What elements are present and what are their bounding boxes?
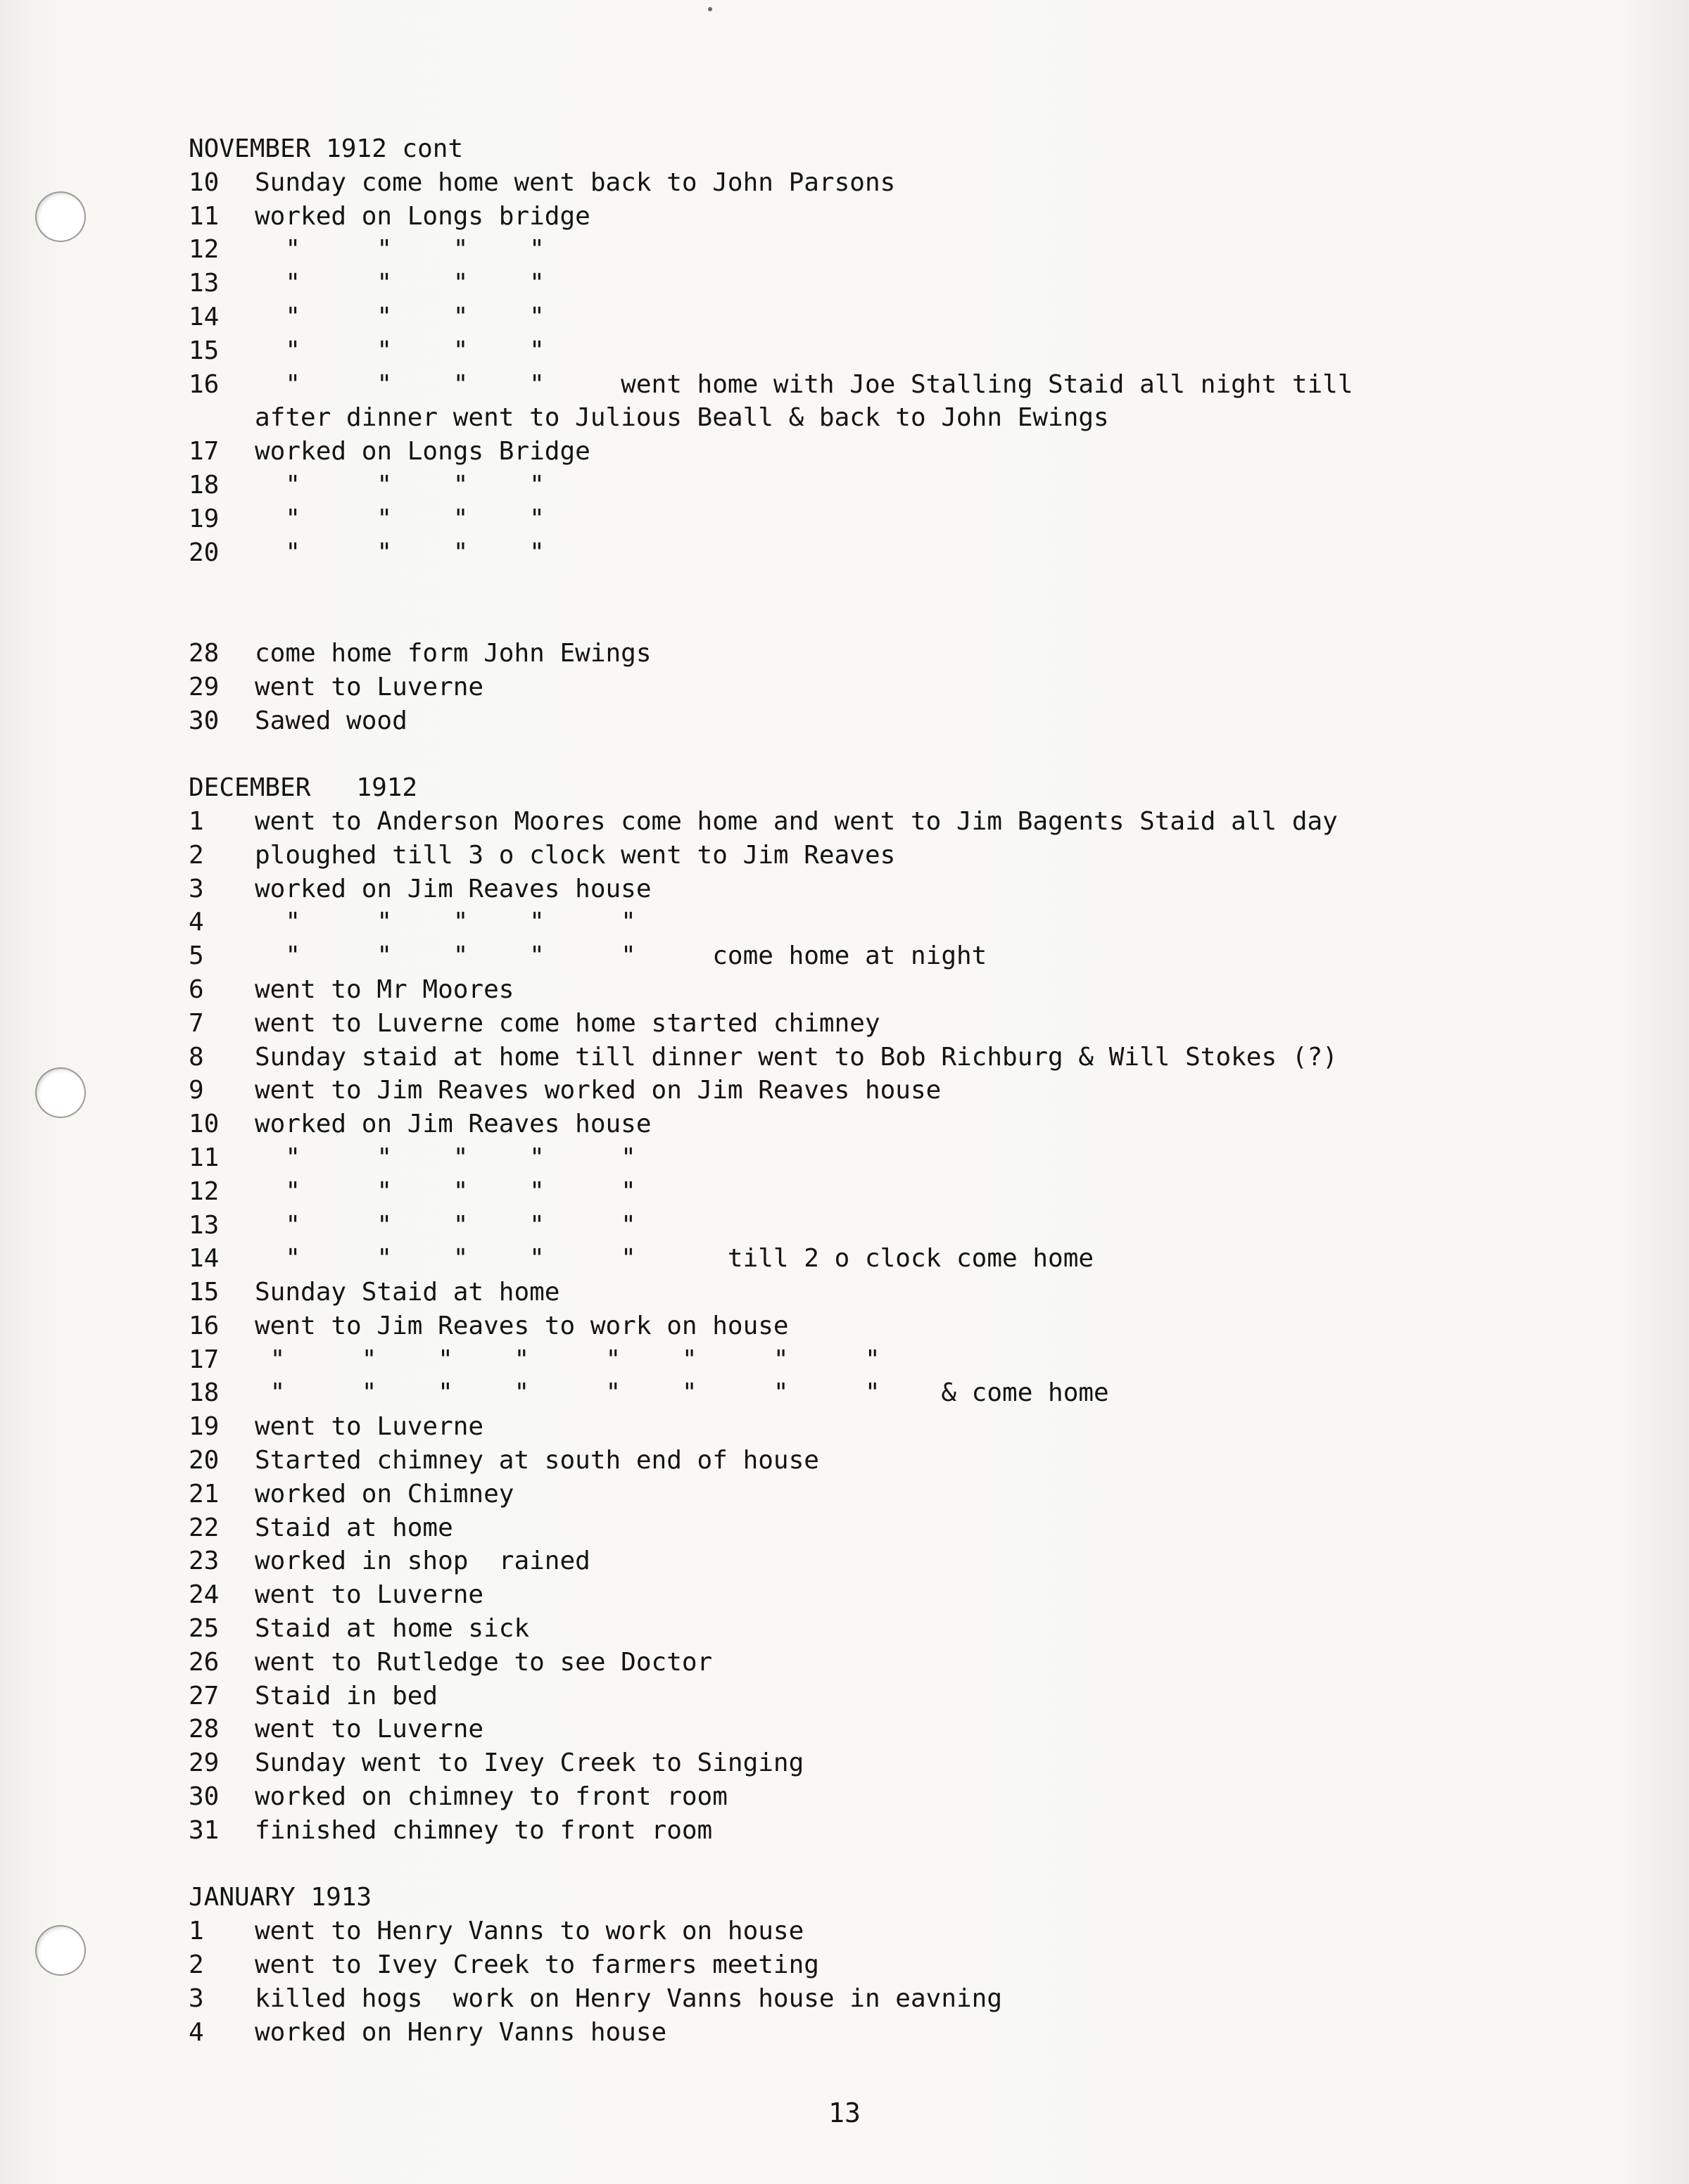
entry-text: went to Luverne: [255, 1715, 484, 1744]
day-number: 6: [189, 974, 204, 1004]
diary-entry: [189, 1410, 1455, 1444]
diary-entry: [189, 1646, 1455, 1680]
day-number: 29: [189, 1748, 220, 1778]
diary-entry: [189, 267, 1455, 300]
day-number: 17: [189, 1345, 220, 1374]
diary-entry: [189, 671, 1455, 704]
diary-entry: [189, 334, 1455, 368]
diary-entry: [189, 1343, 1455, 1377]
diary-entry: [189, 1511, 1455, 1545]
entry-text: " " " " ": [255, 1143, 636, 1172]
day-number: 3: [189, 1983, 204, 2013]
diary-entry: [189, 1746, 1455, 1780]
day-number: 13: [189, 1210, 220, 1240]
day-number: 8: [189, 1042, 204, 1072]
entry-text: " " " " " come home at night: [255, 941, 987, 971]
section-heading-january: JANUARY 1913: [189, 1883, 372, 1912]
day-number: 30: [189, 706, 220, 735]
day-number: 20: [189, 538, 220, 567]
day-number: 7: [189, 1008, 204, 1038]
entry-text: worked on Jim Reaves house: [255, 874, 652, 903]
diary-entry: [189, 704, 1455, 738]
entry-text: Sunday come home went back to John Parsons: [255, 167, 896, 197]
day-number: 11: [189, 1143, 220, 1172]
diary-entry: [189, 839, 1455, 872]
diary-entry: [189, 872, 1455, 906]
day-number: 16: [189, 369, 220, 399]
diary-entry: [189, 1209, 1455, 1243]
entry-text: " " " " went home with Joe Stalling Staid all night till: [255, 369, 1353, 399]
binder-hole-bottom: [35, 1925, 86, 1976]
diary-entry: [189, 939, 1455, 973]
entry-text: went to Luverne: [255, 672, 484, 701]
diary-entry: [189, 805, 1455, 839]
entry-text: went to Henry Vanns to work on house: [255, 1917, 804, 1946]
entry-text: went to Jim Reaves worked on Jim Reaves house: [255, 1076, 942, 1105]
diary-entry: [189, 1007, 1455, 1041]
page-number: 13: [828, 2097, 861, 2128]
diary-entry: [189, 1948, 1455, 1982]
day-number: 16: [189, 1311, 220, 1340]
november-late-entries: [189, 637, 1455, 737]
entry-text: worked on chimney to front room: [255, 1782, 728, 1812]
day-number: 28: [189, 1715, 220, 1744]
entry-text: worked in shop rained: [255, 1547, 590, 1576]
section-heading-november: NOVEMBER 1912 cont: [189, 134, 464, 163]
day-number: 1: [189, 806, 204, 836]
day-number: 27: [189, 1681, 220, 1710]
entry-text: went to Mr Moores: [255, 974, 514, 1004]
diary-entry: [189, 1141, 1455, 1175]
day-number: 19: [189, 1412, 220, 1442]
binder-hole-middle: [35, 1067, 86, 1118]
day-number: 18: [189, 1378, 220, 1408]
diary-entry: [189, 1578, 1455, 1612]
diary-entry: [189, 1376, 1455, 1410]
day-number: 28: [189, 638, 220, 668]
entry-text: " " " " " till 2 o clock come home: [255, 1244, 1094, 1274]
diary-entry: [189, 435, 1455, 469]
entry-text: went to Luverne: [255, 1412, 484, 1442]
diary-entry: [189, 1276, 1455, 1309]
diary-entry: [189, 200, 1455, 234]
entry-text: Sunday staid at home till dinner went to Bob Richburg & Will Stokes (?): [255, 1042, 1338, 1072]
diary-entry: [189, 906, 1455, 939]
entry-text: " " " " ": [255, 908, 636, 937]
entry-text: after dinner went to Julious Beall & back to John Ewings: [255, 403, 1109, 433]
january-entries: [189, 1915, 1455, 2049]
entry-gap: [189, 569, 1455, 637]
diary-entry: [189, 1544, 1455, 1578]
day-number: 19: [189, 504, 220, 533]
diary-entry: [189, 1915, 1455, 1948]
day-number: 3: [189, 874, 204, 903]
day-number: 29: [189, 672, 220, 701]
section-gap: [189, 1848, 1455, 1881]
diary-entry: [189, 233, 1455, 267]
day-number: 31: [189, 1815, 220, 1845]
diary-entry: [189, 1242, 1455, 1276]
binder-hole-top: [35, 191, 86, 242]
entry-text: killed hogs work on Henry Vanns house in eavning: [255, 1983, 1003, 2013]
diary-entry: [189, 1444, 1455, 1478]
day-number: 14: [189, 1244, 220, 1274]
entry-text: " " " ": [255, 302, 545, 331]
entry-text: " " " ": [255, 336, 545, 365]
section-gap: [189, 737, 1455, 771]
diary-entry: [189, 1612, 1455, 1646]
diary-entry: [189, 300, 1455, 334]
day-number: 14: [189, 302, 220, 331]
diary-entry: [189, 536, 1455, 570]
entry-text: come home form John Ewings: [255, 638, 652, 668]
diary-entry: [189, 368, 1455, 402]
day-number: 22: [189, 1513, 220, 1542]
entry-text: went to Ivey Creek to farmers meeting: [255, 1950, 819, 1980]
entry-text: " " " ": [255, 235, 545, 265]
day-number: 4: [189, 2017, 204, 2047]
entry-text: went to Anderson Moores come home and went to Jim Bagents Staid all day: [255, 806, 1338, 836]
entry-text: " " " " " " " " & come home: [255, 1378, 1109, 1408]
diary-entry: [189, 1309, 1455, 1343]
entry-text: worked on Henry Vanns house: [255, 2017, 667, 2047]
entry-text: went to Rutledge to see Doctor: [255, 1647, 713, 1677]
diary-entry: [189, 1478, 1455, 1511]
day-number: 18: [189, 470, 220, 500]
diary-entry: [189, 1713, 1455, 1746]
day-number: 12: [189, 235, 220, 265]
entry-text: " " " " ": [255, 1210, 636, 1240]
day-number: 10: [189, 167, 220, 197]
day-number: 9: [189, 1076, 204, 1105]
december-entries: [189, 805, 1455, 1848]
diary-entry: [189, 1041, 1455, 1074]
diary-entry: [189, 1814, 1455, 1848]
diary-entry: [189, 973, 1455, 1007]
day-number: 2: [189, 840, 204, 870]
diary-entry: [189, 637, 1455, 671]
diary-entry: [189, 1107, 1455, 1141]
entry-text: " " " ": [255, 470, 545, 500]
day-number: 11: [189, 201, 220, 231]
day-number: 25: [189, 1614, 220, 1644]
entry-text: went to Luverne: [255, 1580, 484, 1610]
day-number: 15: [189, 336, 220, 365]
diary-entry-continuation: [189, 401, 1455, 435]
day-number: 30: [189, 1782, 220, 1812]
entry-text: Sunday went to Ivey Creek to Singing: [255, 1748, 804, 1778]
day-number: 2: [189, 1950, 204, 1980]
day-number: 23: [189, 1547, 220, 1576]
day-number: 13: [189, 269, 220, 298]
entry-text: Staid at home: [255, 1513, 453, 1542]
entry-text: Started chimney at south end of house: [255, 1446, 819, 1475]
day-number: 21: [189, 1479, 220, 1509]
day-number: 26: [189, 1647, 220, 1677]
entry-text: Staid at home sick: [255, 1614, 530, 1644]
november-entries: [189, 166, 1455, 570]
day-number: 15: [189, 1278, 220, 1307]
diary-entry: [189, 502, 1455, 536]
entry-text: " " " ": [255, 269, 545, 298]
entry-text: Staid in bed: [255, 1681, 438, 1710]
entry-text: worked on Jim Reaves house: [255, 1110, 652, 1139]
entry-text: went to Jim Reaves to work on house: [255, 1311, 789, 1340]
entry-text: worked on Chimney: [255, 1479, 514, 1509]
day-number: 24: [189, 1580, 220, 1610]
diary-entry: [189, 1982, 1455, 2016]
day-number: 10: [189, 1110, 220, 1139]
entry-text: " " " ": [255, 538, 545, 567]
entry-text: " " " " ": [255, 1176, 636, 1206]
section-heading-december: DECEMBER 1912: [189, 773, 418, 803]
entry-text: worked on Longs Bridge: [255, 437, 590, 466]
day-number: 4: [189, 908, 204, 937]
entry-text: finished chimney to front room: [255, 1815, 713, 1845]
entry-text: Sawed wood: [255, 706, 407, 735]
entry-text: Sunday Staid at home: [255, 1278, 560, 1307]
day-number: 17: [189, 437, 220, 466]
diary-content: [189, 132, 1455, 2049]
day-number: 20: [189, 1446, 220, 1475]
entry-text: " " " ": [255, 504, 545, 533]
diary-entry: [189, 469, 1455, 502]
entry-text: went to Luverne come home started chimney: [255, 1008, 880, 1038]
day-number: 12: [189, 1176, 220, 1206]
diary-entry: [189, 1074, 1455, 1107]
diary-entry: [189, 166, 1455, 200]
diary-entry: [189, 1680, 1455, 1713]
entry-text: ploughed till 3 o clock went to Jim Reaves: [255, 840, 896, 870]
entry-text: worked on Longs bridge: [255, 201, 590, 231]
diary-entry: [189, 2016, 1455, 2050]
day-number: 5: [189, 941, 204, 971]
paper-speck: [708, 7, 712, 11]
entry-text: " " " " " " " ": [255, 1345, 880, 1374]
day-number: 1: [189, 1917, 204, 1946]
diary-entry: [189, 1175, 1455, 1209]
diary-entry: [189, 1780, 1455, 1814]
